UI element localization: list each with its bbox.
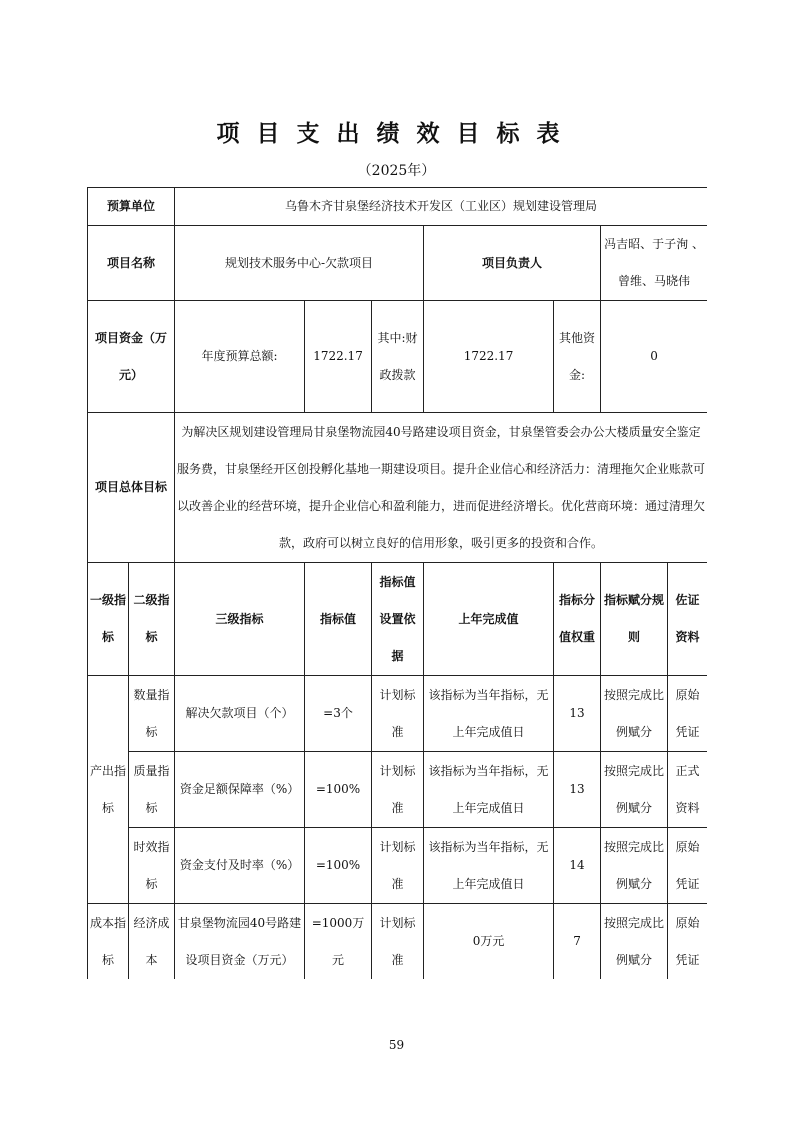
level2-cell: 经济成本 (129, 904, 175, 980)
level3-cell: 甘泉堡物流园40号路建设项目资金（万元） (175, 904, 305, 980)
value-cell: =3个 (305, 676, 372, 752)
page-title: 项目支出绩效目标表 (216, 120, 577, 147)
evidence-cell: 原始凭证 (668, 828, 707, 904)
page-number: 59 (388, 1038, 405, 1052)
rule-cell: 按照完成比例赋分 (601, 904, 668, 980)
project-funds-label: 项目资金（万元） (88, 301, 175, 413)
project-lead-value: 冯吉昭、于子洵 、曾维、马晓伟 (601, 226, 707, 301)
weight-cell: 7 (554, 904, 601, 980)
year-label: （2025年） (357, 163, 436, 179)
evidence-cell: 正式资料 (668, 752, 707, 828)
overall-goal-text: 为解决区规划建设管理局甘泉堡物流园40号路建设项目资金，甘泉堡管委会办公大楼质量安全鉴定服务费，甘泉堡经开区创投孵化基地一期建设项目。提升企业信心和经济活力：清理拖欠企业账款可以改善企业的经营环境，提升企业信心和盈利能力，进而促进经济增长。优化营商环境：通过清理欠款，政府可以树立良好的信用形象，吸引更多的投资和合作。 (175, 413, 707, 563)
annual-budget-label: 年度预算总额: (175, 301, 305, 413)
level3-cell: 资金支付及时率（%） (175, 828, 305, 904)
rule-cell: 按照完成比例赋分 (601, 676, 668, 752)
overall-goal-row (88, 413, 708, 563)
performance-table (87, 187, 707, 979)
basis-cell: 计划标准 (372, 904, 424, 980)
header-value: 指标值 (305, 563, 372, 676)
fiscal-allocation-label: 其中:财政拨款 (372, 301, 424, 413)
header-basis: 指标值设置依据 (372, 563, 424, 676)
table-row (88, 904, 708, 980)
performance-table-frame (87, 187, 707, 979)
header-rule: 指标赋分规则 (601, 563, 668, 676)
output-indicator-label: 产出指标 (88, 676, 129, 904)
value-cell: =100% (305, 828, 372, 904)
fiscal-allocation-value: 1722.17 (424, 301, 554, 413)
level3-cell: 资金足额保障率（%） (175, 752, 305, 828)
basis-cell: 计划标准 (372, 752, 424, 828)
evidence-cell: 原始凭证 (668, 904, 707, 980)
evidence-cell: 原始凭证 (668, 676, 707, 752)
annual-budget-value: 1722.17 (305, 301, 372, 413)
header-level3: 三级指标 (175, 563, 305, 676)
value-cell: =1000万元 (305, 904, 372, 980)
other-funds-value: 0 (601, 301, 707, 413)
budget-unit-value: 乌鲁木齐甘泉堡经济技术开发区（工业区）规划建设管理局 (175, 188, 707, 226)
basis-cell: 计划标准 (372, 828, 424, 904)
last-year-cell: 0万元 (424, 904, 554, 980)
last-year-cell: 该指标为当年指标，无上年完成值日 (424, 752, 554, 828)
project-lead-label: 项目负责人 (424, 226, 601, 301)
table-row (88, 752, 708, 828)
project-name-row (88, 226, 708, 301)
project-name-label: 项目名称 (88, 226, 175, 301)
header-level2: 二级指标 (129, 563, 175, 676)
project-name-value: 规划技术服务中心-欠款项目 (175, 226, 424, 301)
indicator-header-row (88, 563, 708, 676)
level2-cell: 质量指标 (129, 752, 175, 828)
weight-cell: 14 (554, 828, 601, 904)
level2-cell: 时效指标 (129, 828, 175, 904)
project-funds-row (88, 301, 708, 413)
rule-cell: 按照完成比例赋分 (601, 752, 668, 828)
overall-goal-label: 项目总体目标 (88, 413, 175, 563)
cost-indicator-label: 成本指标 (88, 904, 129, 980)
weight-cell: 13 (554, 676, 601, 752)
other-funds-label: 其他资金: (554, 301, 601, 413)
level3-cell: 解决欠款项目（个） (175, 676, 305, 752)
table-row (88, 676, 708, 752)
basis-cell: 计划标准 (372, 676, 424, 752)
value-cell: =100% (305, 752, 372, 828)
header-level1: 一级指标 (88, 563, 129, 676)
header-evidence: 佐证资料 (668, 563, 707, 676)
header-weight: 指标分值权重 (554, 563, 601, 676)
weight-cell: 13 (554, 752, 601, 828)
level2-cell: 数量指标 (129, 676, 175, 752)
budget-unit-row (88, 188, 708, 226)
header-last-year: 上年完成值 (424, 563, 554, 676)
budget-unit-label: 预算单位 (88, 188, 175, 226)
last-year-cell: 该指标为当年指标，无上年完成值日 (424, 828, 554, 904)
last-year-cell: 该指标为当年指标，无上年完成值日 (424, 676, 554, 752)
rule-cell: 按照完成比例赋分 (601, 828, 668, 904)
table-row (88, 828, 708, 904)
